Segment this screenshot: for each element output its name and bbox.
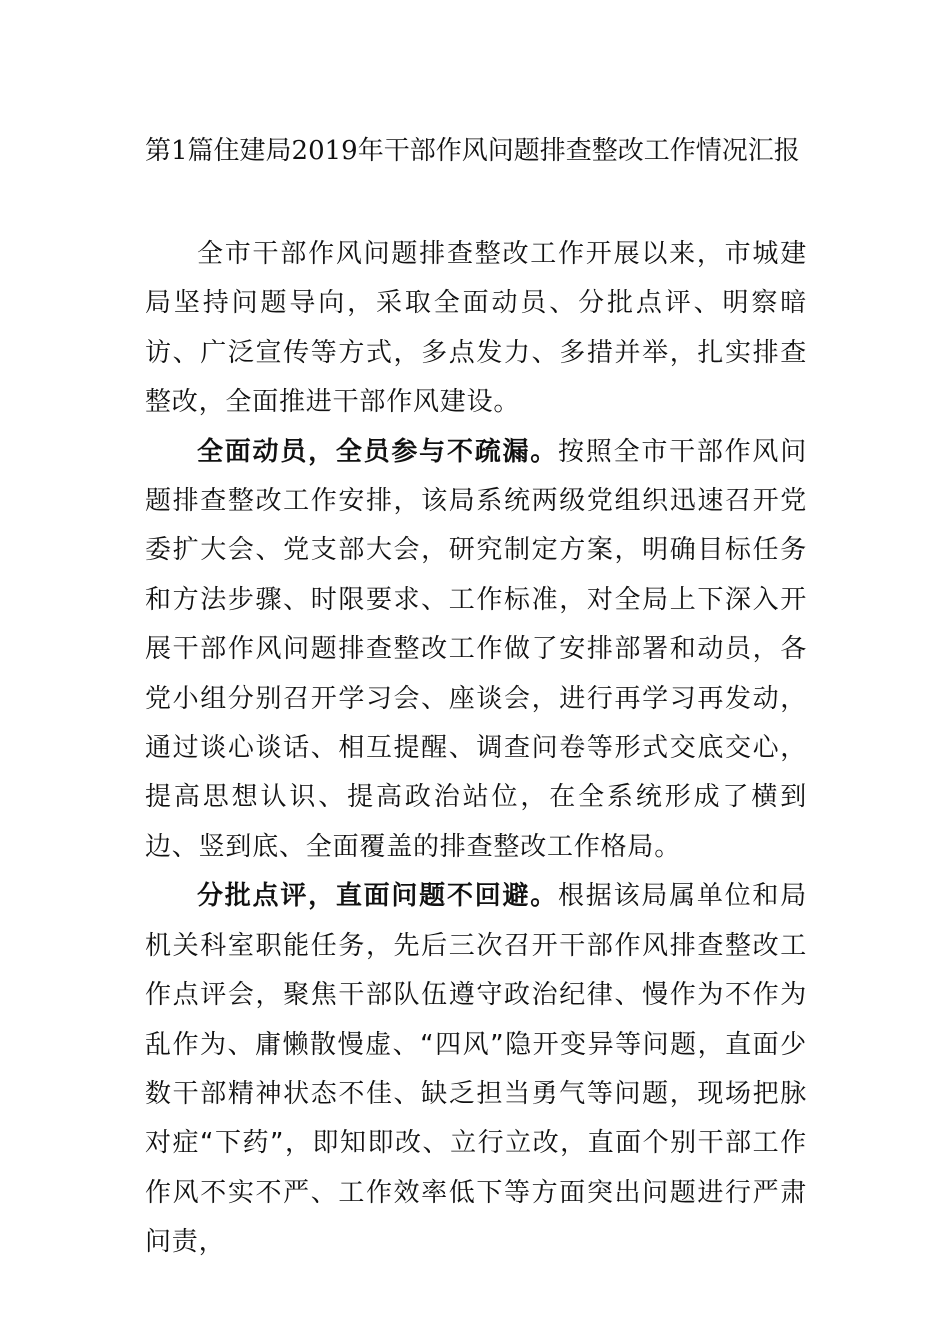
document-body xyxy=(145,230,807,1268)
paragraph-mobilization xyxy=(145,428,807,873)
paragraph-lead: 全面动员，全员参与不疏漏。 xyxy=(197,436,559,467)
paragraph-text: 按照全市干部作风问题排查整改工作安排，该局系统两级党组织迅速召开党委扩大会、党支部大会，研究制定方案，明确目标任务和方法步骤、时限要求、工作标准，对全局上下深入开展干部作风问题排查整改工作做了安排部署和动员，各党小组分别召开学习会、座谈会，进行再学习再发动，通过谈心谈话、相互提醒、调查问卷等形式交底交心，提高思想认识、提高政治站位，在全系统形成了横到边、竖到底、全面覆盖的排查整改工作格局。 xyxy=(145,436,807,862)
paragraph-text: 全市干部作风问题排查整改工作开展以来，市城建局坚持问题导向，采取全面动员、分批点评、明察暗访、广泛宣传等方式，多点发力、多措并举，扎实排查整改，全面推进干部作风建设。 xyxy=(145,239,807,418)
document-title: 第1篇住建局2019年干部作风问题排查整改工作情况汇报 xyxy=(145,136,800,166)
paragraph-intro xyxy=(145,230,807,428)
paragraph-review xyxy=(145,872,807,1267)
paragraph-lead: 分批点评，直面问题不回避。 xyxy=(197,881,559,912)
paragraph-text: 根据该局属单位和局机关科室职能任务，先后三次召开干部作风排查整改工作点评会，聚焦干部队伍遵守政治纪律、慢作为不作为乱作为、庸懒散慢虚、“四风”隐开变异等问题，直面少数干部精神状态不佳、缺乏担当勇气等问题，现场把脉对症“下药”，即知即改、立行立改，直面个别干部工作作风不实不严、工作效率低下等方面突出问题进行严肃问责， xyxy=(145,881,807,1258)
